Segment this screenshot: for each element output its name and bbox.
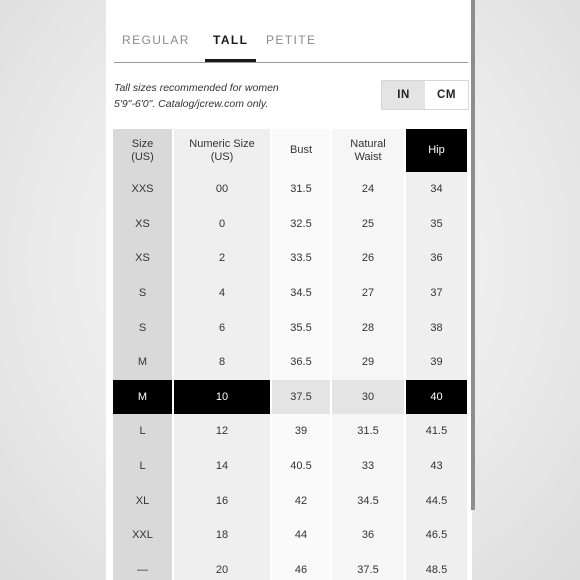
cell-size: M xyxy=(113,345,173,380)
cell-bust: 34.5 xyxy=(271,276,331,311)
cell-size: M xyxy=(113,380,173,415)
header-size-line-1: Size xyxy=(131,137,154,150)
cell-numeric-size: 6 xyxy=(173,310,271,345)
cell-natural-waist: 29 xyxy=(331,345,405,380)
cell-numeric-size: 0 xyxy=(173,207,271,242)
cell-numeric-size: 2 xyxy=(173,241,271,276)
tab-petite[interactable]: PETITE xyxy=(266,33,317,47)
table-row[interactable] xyxy=(113,345,467,380)
table-row-highlighted[interactable] xyxy=(113,380,467,415)
header-numeric-line-2: (US) xyxy=(210,150,234,163)
header-numeric-line-1: Numeric Size xyxy=(189,137,255,150)
cell-natural-waist: 33 xyxy=(331,449,405,484)
cell-hip: 34 xyxy=(405,172,467,207)
header-bust[interactable] xyxy=(271,129,331,172)
cell-natural-waist: 27 xyxy=(331,276,405,311)
cell-numeric-size: 18 xyxy=(173,518,271,553)
header-bust-label: Bust xyxy=(289,144,312,156)
table-row[interactable] xyxy=(113,310,467,345)
cell-size: XS xyxy=(113,207,173,242)
cell-bust: 40.5 xyxy=(271,449,331,484)
tab-regular[interactable]: REGULAR xyxy=(122,33,190,47)
cell-hip: 44.5 xyxy=(405,483,467,518)
size-chart-table xyxy=(113,129,467,580)
cell-size: — xyxy=(113,553,173,580)
table-row[interactable] xyxy=(113,449,467,484)
table-row[interactable] xyxy=(113,518,467,553)
cell-bust: 37.5 xyxy=(271,380,331,415)
cell-bust: 33.5 xyxy=(271,241,331,276)
cell-hip: 48.5 xyxy=(405,553,467,580)
unit-centimeters-button[interactable]: CM xyxy=(437,89,456,101)
table-row[interactable] xyxy=(113,276,467,311)
cell-hip: 46.5 xyxy=(405,518,467,553)
tabs-divider xyxy=(114,62,468,63)
fit-note-line-2: 5'9"-6'0". Catalog/jcrew.com only. xyxy=(114,98,269,110)
cell-natural-waist: 37.5 xyxy=(331,553,405,580)
cell-hip: 43 xyxy=(405,449,467,484)
cell-natural-waist: 36 xyxy=(331,518,405,553)
cell-bust: 36.5 xyxy=(271,345,331,380)
cell-bust: 42 xyxy=(271,483,331,518)
cell-natural-waist: 31.5 xyxy=(331,414,405,449)
unit-inches-button[interactable]: IN xyxy=(382,81,425,109)
cell-size: XXL xyxy=(113,518,173,553)
cell-numeric-size: 00 xyxy=(173,172,271,207)
header-numeric-size[interactable] xyxy=(173,129,271,172)
table-row[interactable] xyxy=(113,207,467,242)
header-size[interactable] xyxy=(113,129,173,172)
cell-hip: 40 xyxy=(405,380,467,415)
fit-note-line-1: Tall sizes recommended for women xyxy=(114,82,279,94)
cell-bust: 39 xyxy=(271,414,331,449)
cell-numeric-size: 8 xyxy=(173,345,271,380)
table-header-row xyxy=(113,129,467,172)
cell-bust: 31.5 xyxy=(271,172,331,207)
cell-hip: 37 xyxy=(405,276,467,311)
cell-hip: 38 xyxy=(405,310,467,345)
table-row[interactable] xyxy=(113,172,467,207)
cell-numeric-size: 12 xyxy=(173,414,271,449)
cell-numeric-size: 4 xyxy=(173,276,271,311)
header-waist-line-1: Natural xyxy=(350,137,386,150)
cell-size: XXS xyxy=(113,172,173,207)
cell-size: XL xyxy=(113,483,173,518)
cell-hip: 41.5 xyxy=(405,414,467,449)
cell-numeric-size: 16 xyxy=(173,483,271,518)
cell-size: S xyxy=(113,276,173,311)
cell-bust: 32.5 xyxy=(271,207,331,242)
size-chart-panel xyxy=(106,0,472,580)
cell-bust: 35.5 xyxy=(271,310,331,345)
unit-toggle xyxy=(381,80,469,110)
cell-natural-waist: 34.5 xyxy=(331,483,405,518)
cell-size: L xyxy=(113,414,173,449)
table-row[interactable] xyxy=(113,483,467,518)
cell-natural-waist: 26 xyxy=(331,241,405,276)
cell-numeric-size: 10 xyxy=(173,380,271,415)
cell-natural-waist: 28 xyxy=(331,310,405,345)
cell-natural-waist: 24 xyxy=(331,172,405,207)
cell-hip: 35 xyxy=(405,207,467,242)
cell-natural-waist: 25 xyxy=(331,207,405,242)
cell-hip: 39 xyxy=(405,345,467,380)
size-category-tabs xyxy=(114,28,468,64)
header-hip-label: Hip xyxy=(428,144,445,156)
header-natural-waist[interactable] xyxy=(331,129,405,172)
cell-hip: 36 xyxy=(405,241,467,276)
table-body xyxy=(113,172,467,580)
cell-size: XS xyxy=(113,241,173,276)
table-row[interactable] xyxy=(113,553,467,580)
cell-bust: 46 xyxy=(271,553,331,580)
fit-note xyxy=(114,80,324,112)
table-row[interactable] xyxy=(113,241,467,276)
header-waist-line-2: Waist xyxy=(354,150,382,163)
table-row[interactable] xyxy=(113,414,467,449)
cell-size: S xyxy=(113,310,173,345)
header-hip[interactable] xyxy=(405,129,467,172)
panel-scroll-edge xyxy=(471,0,475,510)
cell-natural-waist: 30 xyxy=(331,380,405,415)
cell-numeric-size: 20 xyxy=(173,553,271,580)
cell-numeric-size: 14 xyxy=(173,449,271,484)
tab-tall[interactable]: TALL xyxy=(213,28,248,62)
cell-size: L xyxy=(113,449,173,484)
header-size-line-2: (US) xyxy=(131,150,154,163)
cell-bust: 44 xyxy=(271,518,331,553)
